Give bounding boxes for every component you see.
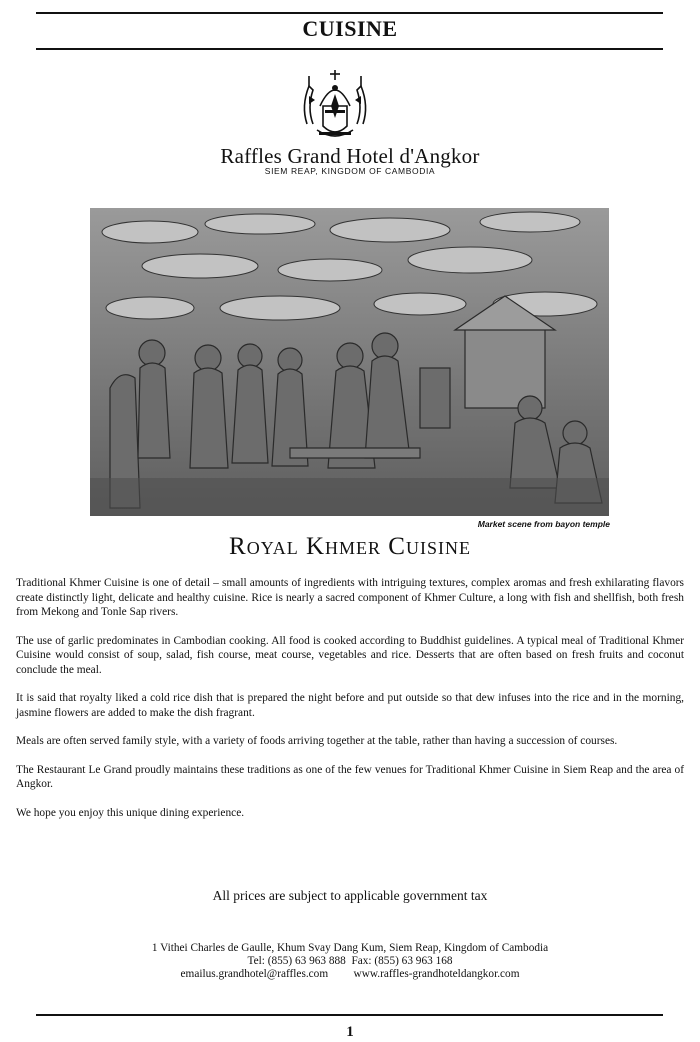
paragraph: It is said that royalty liked a cold rice dish that is prepared the night before and put outside so that dew infuses into the rice and in the morning, jasmine flowers are added to make the dish fragrant. [16,692,684,719]
paragraph: Meals are often served family style, with a variety of foods arriving together at the table, rather than having a succession of courses. [16,735,618,747]
top-rule [36,12,663,14]
page-title: CUISINE [302,16,398,41]
online-contact [0,968,700,981]
hotel-name: Raffles Grand Hotel d'Angkor [220,144,480,168]
email-link[interactable]: emailus.grandhotel@raffles.com [180,968,329,980]
fax: Fax: (855) 63 963 168 [351,955,453,967]
section-heading: Royal Khmer Cuisine [229,533,471,560]
contact-block [0,942,700,981]
paragraph: The Restaurant Le Grand proudly maintains these traditions as one of the few venues for Traditional Khmer Cuisine in Siem Reap and the area of Angkor. [16,763,684,790]
website-link[interactable]: www.raffles-grandhoteldangkor.com [353,968,520,980]
title-underline-rule [36,48,663,50]
paragraph: The use of garlic predominates in Cambodian cooking. All food is cooked according to Buddhist guidelines. A typical meal of Traditional Khmer Cuisine would consist of soup, salad, fish course, meat course, vegetables and rice. Desserts that are often based on fresh fruits and coconut conclude the meal. [16,634,684,676]
phone-line [0,955,700,968]
page-number: 1 [346,1024,354,1040]
bas-relief-photo [90,208,609,516]
paragraph: We hope you enjoy this unique dining experience. [16,806,245,819]
street-address: 1 Vithei Charles de Gaulle, Khum Svay Dang Kum, Siem Reap, Kingdom of Cambodia [151,942,549,954]
telephone: Tel: (855) 63 963 888 [247,955,346,967]
image-caption: Market scene from bayon temple [477,519,610,529]
footer-rule [36,1014,663,1016]
hotel-location: SIEM REAP, KINGDOM OF CAMBODIA [264,166,436,176]
paragraph: Traditional Khmer Cuisine is one of detail – small amounts of ingredients with intriguing textures, complex aromas and fresh exhilarating flavors create distinctly light, delicate and healthy cuisine. Rice is nearly a sacred component of Khmer Culture, a long with fish and shellfish, both fresh from Mekong and Tonle Sap rivers. [16,577,684,618]
body-text [16,576,684,834]
tax-note: All prices are subject to applicable government tax [212,888,488,903]
hotel-crest-logo [295,66,375,146]
